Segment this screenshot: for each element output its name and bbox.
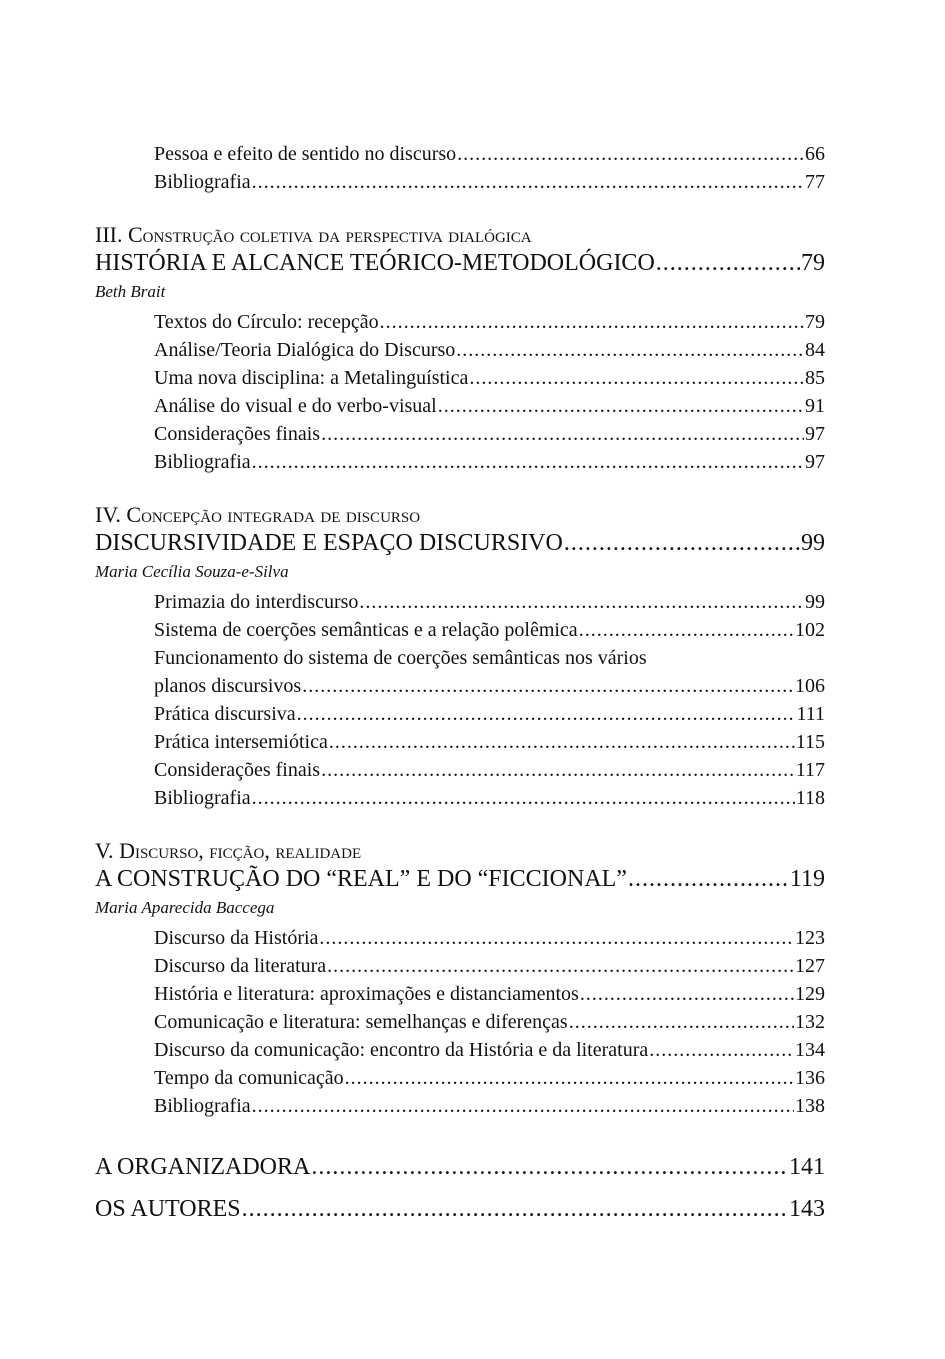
dot-leader: [297, 700, 796, 728]
toc-entry-label: Discurso da História: [154, 927, 319, 949]
section-title: DISCURSIVIDADE E ESPAÇO DISCURSIVO: [95, 530, 563, 556]
section-page: 119: [789, 866, 825, 892]
dot-leader: [456, 336, 804, 364]
section-author: Beth Brait: [95, 282, 166, 301]
dot-leader: [252, 784, 795, 812]
toc-entry-page: 77: [805, 171, 825, 193]
toc-entry-label: Discurso da literatura: [154, 955, 327, 977]
toc-entry-page: 117: [795, 759, 825, 781]
toc-entry-page: 106: [795, 675, 825, 697]
toc-entry[interactable]: [95, 1092, 825, 1120]
toc-entry[interactable]: [95, 672, 825, 700]
section-title-entry[interactable]: [95, 248, 825, 279]
toc-entry-label: Bibliografia: [154, 787, 251, 809]
toc-entry-page: 102: [795, 619, 825, 641]
toc-entry-label: Sistema de coerções semânticas e a relação polêmica: [154, 619, 578, 641]
toc-entry-page: 79: [805, 311, 825, 333]
toc-entry-page: 136: [795, 1067, 825, 1089]
dot-leader: [359, 588, 804, 616]
toc-entry-page: 66: [805, 143, 825, 165]
section-title-entry[interactable]: [95, 864, 825, 895]
section-numeral: III.: [95, 222, 123, 247]
toc-entry[interactable]: [95, 364, 825, 392]
dot-leader: [319, 924, 794, 952]
section-subtitle: [95, 502, 825, 528]
toc-entry-page: 99: [805, 591, 825, 613]
toc-entry-page: 132: [795, 1011, 825, 1033]
dot-leader: [580, 980, 794, 1008]
section-title-entry[interactable]: [95, 528, 825, 559]
toc-entry[interactable]: [95, 924, 825, 952]
dot-leader: [469, 364, 804, 392]
section-numeral: V.: [95, 838, 114, 863]
toc-entry-page: 138: [795, 1095, 825, 1117]
dot-leader: [252, 168, 804, 196]
toc-entry[interactable]: [95, 700, 825, 728]
dot-leader: [649, 1036, 794, 1064]
section-author: Maria Cecília Souza-e-Silva: [95, 562, 289, 581]
toc-entry-label: Primazia do interdiscurso: [154, 591, 359, 613]
section-page: 99: [801, 530, 825, 556]
toc-entry-label: Comunicação e literatura: semelhanças e diferenças: [154, 1011, 568, 1033]
toc-entry[interactable]: [95, 1036, 825, 1064]
table-of-contents: [95, 140, 825, 1230]
toc-entry[interactable]: [95, 980, 825, 1008]
dot-leader: [252, 1092, 794, 1120]
toc-entry-label: Tempo da comunicação: [154, 1067, 344, 1089]
dot-leader: [569, 1008, 794, 1036]
dot-leader: [252, 448, 804, 476]
toc-entry[interactable]: [95, 784, 825, 812]
section-author: Maria Aparecida Baccega: [95, 898, 275, 917]
dot-leader: [380, 308, 804, 336]
section-subtitle: [95, 222, 825, 248]
toc-entry[interactable]: [95, 588, 825, 616]
toc-entry[interactable]: [95, 168, 825, 196]
toc-entry-label: Textos do Círculo: recepção: [154, 311, 379, 333]
toc-section-5: [95, 838, 825, 1120]
toc-entry[interactable]: [95, 1008, 825, 1036]
toc-entry[interactable]: [95, 952, 825, 980]
dot-leader: [579, 616, 794, 644]
dot-leader: [242, 1188, 788, 1230]
dot-leader: [438, 392, 804, 420]
section-numeral: IV.: [95, 502, 121, 527]
back-matter: [95, 1146, 825, 1230]
toc-entry-page: 115: [795, 731, 825, 753]
section-title: A CONSTRUÇÃO DO “REAL” E DO “FICCIONAL”: [95, 866, 627, 892]
back-matter-page: 143: [789, 1196, 825, 1222]
dot-leader: [457, 140, 804, 168]
toc-entry-page: 134: [795, 1039, 825, 1061]
dot-leader: [564, 528, 800, 559]
toc-entry-label-line1[interactable]: Funcionamento do sistema de coerções semânticas nos vários: [154, 647, 647, 669]
toc-entry-label: Pessoa e efeito de sentido no discurso: [154, 143, 457, 165]
toc-section-4: [95, 502, 825, 812]
toc-entry[interactable]: [95, 756, 825, 784]
dot-leader: [311, 1146, 788, 1188]
toc-entry-label: Bibliografia: [154, 451, 251, 473]
toc-entry[interactable]: [95, 140, 825, 168]
dot-leader: [656, 248, 800, 279]
toc-entry-label: Prática discursiva: [154, 703, 296, 725]
dot-leader: [628, 864, 789, 895]
toc-entry-page: 97: [805, 423, 825, 445]
toc-entry-label: Uma nova disciplina: a Metalinguística: [154, 367, 469, 389]
toc-entry-label: História e literatura: aproximações e distanciamentos: [154, 983, 579, 1005]
back-matter-label: OS AUTORES: [95, 1196, 241, 1222]
toc-entry-page: 111: [796, 703, 825, 725]
toc-entry-label: Considerações finais: [154, 423, 321, 445]
toc-entry[interactable]: [95, 616, 825, 644]
toc-entry-label: Bibliografia: [154, 171, 251, 193]
toc-entry-page: 91: [805, 395, 825, 417]
toc-entry-label: Prática intersemiótica: [154, 731, 328, 753]
section-page: 79: [801, 250, 825, 276]
back-matter-entry[interactable]: [95, 1146, 825, 1188]
toc-entry-label: Análise/Teoria Dialógica do Discurso: [154, 339, 456, 361]
back-matter-entry[interactable]: [95, 1188, 825, 1230]
toc-entry-label: Considerações finais: [154, 759, 321, 781]
toc-entry-label: Bibliografia: [154, 1095, 251, 1117]
toc-entry[interactable]: [95, 336, 825, 364]
toc-entry[interactable]: [95, 392, 825, 420]
section-subtitle-text: Discurso, ficção, realidade: [119, 838, 362, 863]
section-subtitle-text: Concepção integrada de discurso: [126, 502, 421, 527]
toc-entry-page: 84: [805, 339, 825, 361]
section-subtitle-text: Construção coletiva da perspectiva dialógica: [127, 222, 532, 247]
dot-leader: [321, 756, 795, 784]
back-matter-label: A ORGANIZADORA: [95, 1154, 311, 1180]
toc-entry-page: 127: [795, 955, 825, 977]
section-title: HISTÓRIA E ALCANCE TEÓRICO-METODOLÓGICO: [95, 250, 655, 276]
toc-section-3: [95, 222, 825, 476]
toc-entry-label: planos discursivos: [154, 675, 302, 697]
toc-entry[interactable]: [95, 420, 825, 448]
dot-leader: [327, 952, 794, 980]
toc-entry-label: Análise do visual e do verbo-visual: [154, 395, 437, 417]
toc-entry-page: 129: [795, 983, 825, 1005]
toc-entry[interactable]: [95, 448, 825, 476]
toc-entry-page: 97: [805, 451, 825, 473]
section-subtitle: [95, 838, 825, 864]
toc-entry[interactable]: [95, 728, 825, 756]
toc-entry[interactable]: [95, 1064, 825, 1092]
dot-leader: [321, 420, 804, 448]
toc-entry-page: 85: [805, 367, 825, 389]
back-matter-page: 141: [789, 1154, 825, 1180]
toc-entry-page: 123: [795, 927, 825, 949]
toc-entry-page: 118: [795, 787, 825, 809]
toc-entry[interactable]: [95, 308, 825, 336]
dot-leader: [302, 672, 794, 700]
toc-entry-label: Discurso da comunicação: encontro da História e da literatura: [154, 1039, 649, 1061]
dot-leader: [345, 1064, 794, 1092]
dot-leader: [329, 728, 795, 756]
